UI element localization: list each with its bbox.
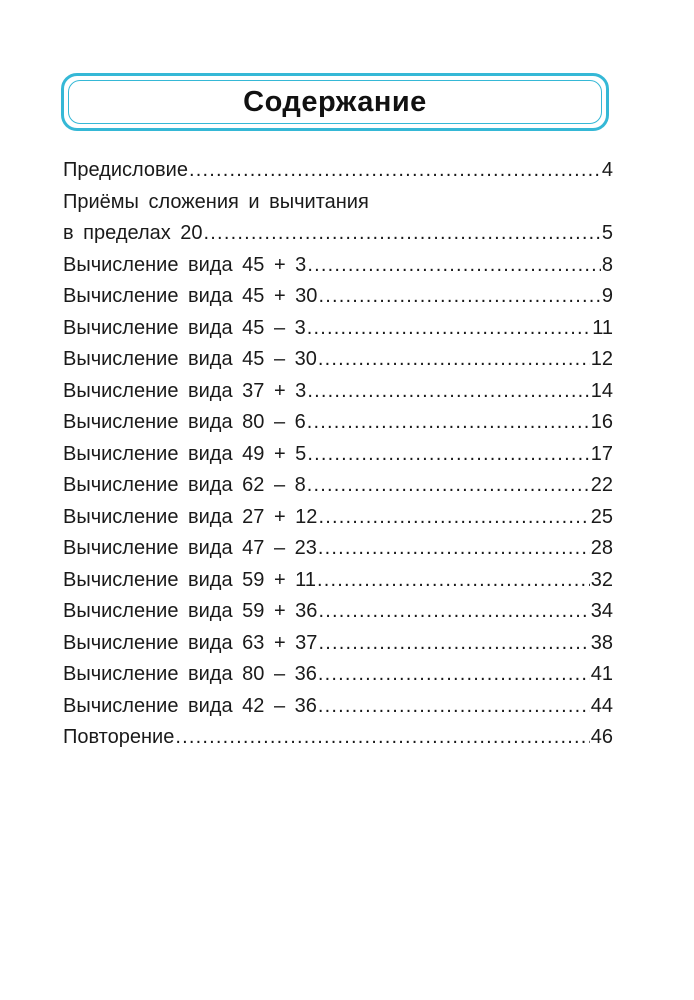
toc-entry-label: Вычисление вида 59 + 11 xyxy=(63,568,316,591)
toc-entry-page: 38 xyxy=(590,631,613,654)
toc-entry[interactable] xyxy=(63,502,613,534)
toc-entry-page: 34 xyxy=(590,600,613,622)
toc-entry-label: Вычисление вида 47 – 23 xyxy=(63,537,317,559)
toc-entry-label: Вычисление вида 62 – 8 xyxy=(63,474,306,496)
toc-entry-label: Вычисление вида 27 + 12 xyxy=(63,505,318,528)
toc-entry-label: Предисловие xyxy=(63,159,188,181)
toc-entry[interactable] xyxy=(63,628,613,660)
toc-entry-page: 9 xyxy=(601,285,613,307)
toc-entry-page: 14 xyxy=(590,379,613,402)
toc-entry-review[interactable] xyxy=(63,722,613,754)
toc-entry-page: 46 xyxy=(590,726,613,748)
dot-leader xyxy=(318,281,600,313)
dot-leader xyxy=(307,250,601,282)
toc-entry-page: 17 xyxy=(590,442,613,465)
toc-entry-preface[interactable] xyxy=(63,155,613,187)
table-of-contents xyxy=(63,155,613,754)
toc-entry-page: 25 xyxy=(590,505,613,528)
toc-entry-label: Повторение xyxy=(63,726,175,748)
toc-entry-label: Вычисление вида 45 – 3 xyxy=(63,316,306,339)
toc-entry-label: Вычисление вида 80 – 36 xyxy=(63,663,317,685)
toc-entry-label: Вычисление вида 42 – 36 xyxy=(63,694,317,717)
dot-leader xyxy=(307,376,589,408)
toc-entry-label: Вычисление вида 45 – 30 xyxy=(63,348,317,370)
dot-leader xyxy=(204,218,601,250)
dot-leader xyxy=(318,533,590,565)
dot-leader xyxy=(307,313,591,345)
toc-entry-page: 4 xyxy=(601,159,613,181)
dot-leader xyxy=(318,596,589,628)
toc-entry-label: Вычисление вида 45 + 3 xyxy=(63,253,307,276)
toc-entry-page: 28 xyxy=(590,537,613,559)
toc-entry[interactable] xyxy=(63,407,613,439)
toc-entry[interactable] xyxy=(63,533,613,565)
dot-leader xyxy=(318,502,589,534)
toc-entry-page: 16 xyxy=(590,411,613,433)
toc-entry-addition-subtraction[interactable] xyxy=(63,187,613,250)
toc-entry-label-line1: Приёмы сложения и вычитания xyxy=(63,190,369,213)
toc-entry-label: Вычисление вида 80 – 6 xyxy=(63,411,306,433)
toc-entry[interactable] xyxy=(63,565,613,597)
toc-entry-label: Вычисление вида 45 + 30 xyxy=(63,285,318,307)
page-title: Содержание xyxy=(243,85,427,118)
toc-entry[interactable] xyxy=(63,470,613,502)
dot-leader xyxy=(307,407,590,439)
dot-leader xyxy=(318,659,590,691)
dot-leader xyxy=(175,722,589,754)
toc-entry[interactable] xyxy=(63,376,613,408)
toc-entry-page: 32 xyxy=(590,568,613,591)
toc-entry[interactable] xyxy=(63,250,613,282)
dot-leader xyxy=(189,155,601,187)
dot-leader xyxy=(307,470,590,502)
dot-leader xyxy=(318,344,590,376)
toc-entry[interactable] xyxy=(63,439,613,471)
dot-leader xyxy=(317,565,590,597)
toc-entry[interactable] xyxy=(63,313,613,345)
title-frame-inner xyxy=(68,80,602,124)
dot-leader xyxy=(318,691,590,723)
toc-entry-page: 5 xyxy=(601,222,613,244)
toc-entry[interactable] xyxy=(63,659,613,691)
toc-entry-label: Вычисление вида 37 + 3 xyxy=(63,379,307,402)
toc-entry[interactable] xyxy=(63,344,613,376)
toc-entry-page: 44 xyxy=(590,694,613,717)
toc-entry[interactable] xyxy=(63,596,613,628)
toc-entry-label: Вычисление вида 49 + 5 xyxy=(63,442,307,465)
toc-entry-label: в пределах 20 xyxy=(63,222,203,244)
toc-entry-page: 12 xyxy=(590,348,613,370)
toc-entry-label: Вычисление вида 63 + 37 xyxy=(63,631,318,654)
toc-entry-page: 11 xyxy=(592,316,613,339)
toc-entry-page: 8 xyxy=(601,253,613,276)
toc-entry-label: Вычисление вида 59 + 36 xyxy=(63,600,318,622)
toc-entry-page: 41 xyxy=(590,663,613,685)
dot-leader xyxy=(318,628,589,660)
title-frame xyxy=(61,73,609,131)
dot-leader xyxy=(307,439,589,471)
toc-entry[interactable] xyxy=(63,281,613,313)
toc-entry[interactable] xyxy=(63,691,613,723)
toc-entry-page: 22 xyxy=(590,474,613,496)
